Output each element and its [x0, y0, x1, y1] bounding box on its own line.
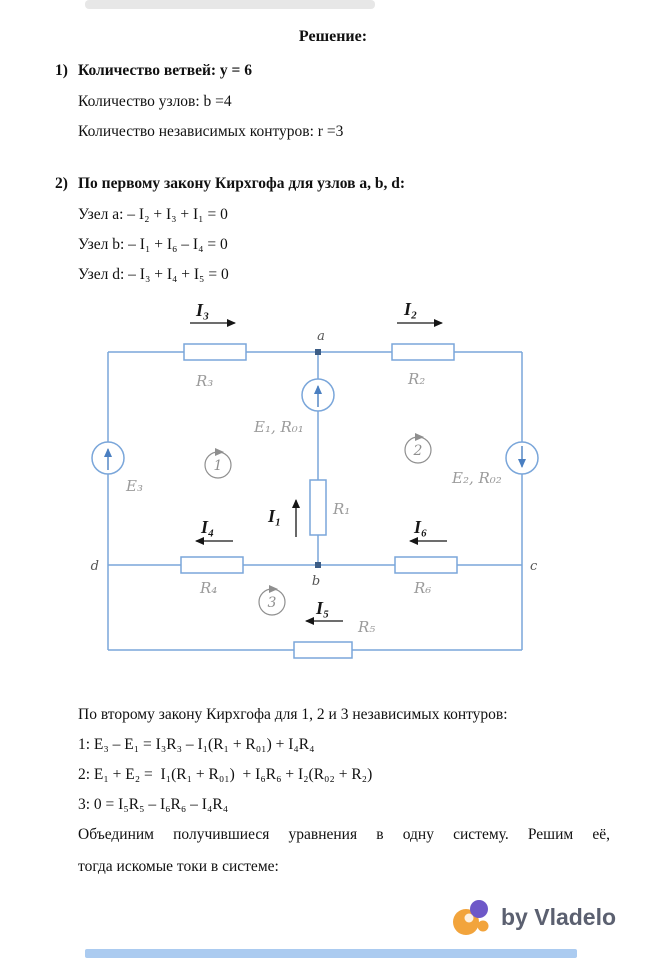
diagram-labels — [91, 299, 538, 636]
section1-number: 1) — [55, 62, 68, 79]
section2-heading-row — [55, 175, 405, 193]
logo-orange-dot — [478, 921, 489, 932]
kirchhoff1-node-d-equation: Узел d: – I₃ + I₄ + I₅ = 0 — [78, 266, 229, 283]
loop3-arrowhead — [269, 585, 278, 593]
node-a-label: a — [317, 329, 325, 344]
bottom-blue-bar — [85, 949, 577, 958]
resistor-r3-box — [184, 344, 246, 360]
current-i1-label: I₁ — [268, 506, 282, 526]
loop3-label: 3 — [267, 595, 277, 611]
resistor-r2-box — [392, 344, 454, 360]
kirchhoff2-loop2-equation: 2: E₁ + E₂ = I₁(R₁ + R₀₁) + I₆R₆ + I₂(R₀₂ + R₂) — [78, 766, 373, 783]
kirchhoff2-intro: По второму закону Кирхгофа для 1, 2 и 3 независимых контуров: — [78, 706, 508, 723]
current-i3-label: I₃ — [196, 300, 210, 320]
conclusion-line1: Объединим получившиеся уравнения в одну систему. Решим её, — [78, 826, 610, 843]
loop2-arrowhead — [415, 433, 424, 441]
section1-heading: Количество ветвей: у = 6 — [78, 62, 252, 79]
resistor-r6-label: R₆ — [414, 579, 432, 597]
kirchhoff1-node-b-equation: Узел b: – I₁ + I₆ – I₄ = 0 — [78, 236, 228, 253]
current-i4-label: I₄ — [201, 517, 215, 537]
vladelo-logo — [452, 897, 616, 937]
brand-text: by Vladelo — [501, 903, 617, 930]
loop1-label: 1 — [213, 458, 223, 474]
node-d-label: d — [90, 559, 99, 574]
resistor-r3-label: R₃ — [196, 372, 214, 390]
loop2-label: 2 — [413, 443, 423, 459]
circuit-elements — [92, 344, 538, 658]
resistor-r1-label: R₁ — [333, 500, 351, 518]
resistor-r4-label: R₄ — [200, 579, 218, 597]
resistor-r1-box — [310, 480, 326, 535]
resistor-r4-box — [181, 557, 243, 573]
node-a-marker — [315, 349, 321, 355]
circuit-diagram — [0, 290, 666, 672]
current-i6-label: I₆ — [414, 517, 428, 537]
current-i5-label: I₅ — [316, 598, 330, 618]
nodes-count-line: Количество узлов: b =4 — [78, 93, 232, 110]
logo-purple-shape — [470, 900, 488, 918]
conclusion-line2: тогда искомые токи в системе: — [78, 858, 279, 875]
resistor-r2-label: R₂ — [408, 370, 426, 388]
node-c-label: c — [530, 559, 538, 574]
page-title: Решение: — [298, 28, 368, 45]
loops-count-line: Количество независимых контуров: r =3 — [78, 123, 344, 140]
redacted-header-blur — [85, 0, 375, 9]
source-e3-label: E₃ — [126, 477, 143, 495]
logo-highlight — [465, 914, 474, 923]
loop1-arrowhead — [215, 448, 224, 456]
section2-heading: По первому закону Кирхгофа для узлов a, b, d: — [78, 175, 406, 192]
source-e1-label: E₁, R₀₁ — [254, 418, 304, 436]
resistor-r6-box — [395, 557, 457, 573]
current-i2-label: I₂ — [404, 299, 418, 319]
vladelo-logo-icon — [452, 897, 492, 937]
section2-number: 2) — [55, 175, 68, 192]
resistor-r5-label: R₅ — [358, 618, 376, 636]
kirchhoff1-node-a-equation: Узел a: – I₂ + I₃ + I₁ = 0 — [78, 206, 228, 223]
node-b-label: b — [311, 574, 321, 589]
node-b-marker — [315, 562, 321, 568]
section1-heading-row — [55, 62, 252, 80]
source-e2-label: E₂, R₀₂ — [452, 469, 502, 487]
resistor-r5-box — [294, 642, 352, 658]
kirchhoff2-loop3-equation: 3: 0 = I₅R₅ – I₆R₆ – I₄R₄ — [78, 796, 229, 813]
kirchhoff2-loop1-equation: 1: E₃ – E₁ = I₃R₃ – I₁(R₁ + R₀₁) + I₄R₄ — [78, 736, 315, 753]
